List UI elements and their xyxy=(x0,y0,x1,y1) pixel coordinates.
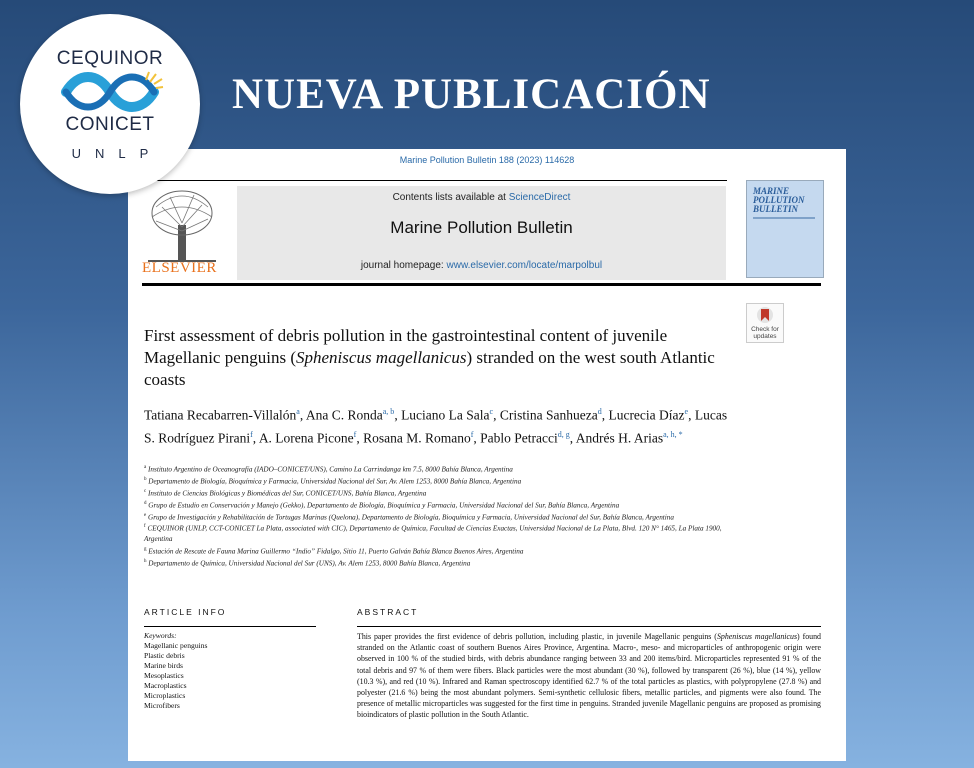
cover-divider xyxy=(753,217,815,219)
affiliation-item xyxy=(144,475,744,487)
keyword-item[interactable]: Marine birds xyxy=(144,661,184,670)
title-species: Spheniscus magellanicus xyxy=(296,348,467,367)
affiliation-text: Departamento de Biología, Bioquímica y Farmacia, Universidad Nacional del Sur, Av. Alem 1253, 8000 Bahía Blanca, Argentina xyxy=(148,477,522,486)
affiliation-marker: e xyxy=(144,512,147,518)
title-text-end: ) stranded on the west south Atlantic coasts xyxy=(144,348,715,389)
divider xyxy=(142,180,727,181)
affiliation-text: Estación de Rescate de Fauna Marina Guillermo “Indio” Fidalgo, Sitio 11, Puerto Galván Bahía Blanca Buenos Aires, Argentina xyxy=(148,547,524,556)
affiliation-item xyxy=(144,557,744,569)
author-name[interactable]: Pablo Petracci xyxy=(480,430,558,445)
abstract-body: This paper provides the first evidence of debris pollution, including plastic, in juvenile Magellanic penguins ( xyxy=(357,632,717,641)
logo-cequinor-text: CEQUINOR xyxy=(56,48,164,69)
author-affiliation-marker[interactable]: f xyxy=(470,429,474,439)
abstract-heading: ABSTRACT xyxy=(357,607,419,617)
affiliation-marker: c xyxy=(144,488,147,494)
keyword-item[interactable]: Macroplastics xyxy=(144,681,187,690)
abstract-body-end: ) found stranded on the Atlantic coast of southern Buenos Aires Province, Argentina. Macro-, meso- and microparticles of anthropogenic origin were observed in 100 % of the studied birds, with debris abundance ranging between 33 and 200 items/bird. Microparticles represented 91 % of the total debris and 97 % of them were fibers. Black particles were the most abundant (30 %), followed by transparent (26 %), blue (14 %), yellow (10.3 %), and red (10 %). Infrared and Raman spectroscopy identified 62.7 % of the total particles as plastics, with polypropylene (27.8 %) and polyester (21.6 %) being the most abundant polymers. Semi-synthetic cellulosic fibers, metallic particles, and pigments were also found. The presence of metallic microparticles was suggested for the first time in penguins. Stranded juvenile Magellanic penguins are proposed as promising bioindicators of plastic pollution in the South Atlantic. xyxy=(357,632,821,720)
journal-header-box xyxy=(237,186,726,280)
cover-title: MARINE POLLUTION BULLETIN xyxy=(753,186,805,214)
author-name[interactable]: Cristina Sanhueza xyxy=(499,407,598,423)
author-affiliation-marker[interactable]: e xyxy=(684,407,689,416)
author-list: Tatiana Recabarren-Villalón$^a$, Ana C. Ronda$^{a, b}$, Luciano La Sala$^c$, Cristina Sanhueza$^d$, Lucrecia Díaz$^e$, Lucas S. Rodríguez Pirani$^f$, A. Lorena Picone$^f$, Rosana M. Romano$^f$, Pablo Petracci$^{d, g}$, Andrés H. Arias$^{a, h, *}$ xyxy=(144,407,728,445)
author-name[interactable]: Ana C. Ronda xyxy=(305,407,383,423)
affiliation-text: CEQUINOR (UNLP, CCT-CONICET La Plata, associated with CIC), Departamento de Química, Facultad de Ciencias Exactas, Universidad Nacional de La Plata, Blvd. 120 N° 1465, La Plata 1900, Argentina xyxy=(144,524,722,544)
author-affiliation-marker[interactable]: d xyxy=(597,407,602,416)
author-affiliation-marker[interactable]: a, h, * xyxy=(663,429,683,439)
elsevier-logo-text: ELSEVIER xyxy=(142,260,217,276)
keywords-title: Keywords: xyxy=(144,631,177,640)
divider xyxy=(144,626,316,627)
sciencedirect-link[interactable]: ScienceDirect xyxy=(508,192,571,203)
page-headline: NUEVA PUBLICACIÓN xyxy=(232,71,711,118)
author-affiliation-marker[interactable]: c xyxy=(489,407,494,416)
affiliation-marker: d xyxy=(144,500,147,506)
journal-homepage-line xyxy=(237,260,726,271)
journal-citation[interactable]: Marine Pollution Bulletin 188 (2023) 114628 xyxy=(399,155,575,165)
affiliation-item xyxy=(144,545,744,557)
article-info-heading: ARTICLE INFO xyxy=(144,607,227,617)
author-name[interactable]: Andrés H. Arias xyxy=(575,430,664,445)
check-for-updates-badge[interactable] xyxy=(746,303,784,343)
abstract-text xyxy=(357,631,821,721)
homepage-prefix: journal homepage: xyxy=(360,260,447,271)
check-updates-label: Check for updates xyxy=(751,326,779,340)
author-name[interactable]: A. Lorena Picone xyxy=(258,430,354,445)
affiliation-marker: h xyxy=(144,558,147,564)
author-name[interactable]: Luciano La Sala xyxy=(401,407,490,423)
contents-prefix: Contents lists available at xyxy=(392,192,509,203)
journal-homepage-link[interactable]: www.elsevier.com/locate/marpolbul xyxy=(446,260,603,271)
journal-cover-thumbnail xyxy=(746,180,824,278)
affiliation-marker: a xyxy=(144,465,147,470)
cequinor-conicet-logo xyxy=(20,14,200,194)
author-affiliation-marker[interactable]: d, g xyxy=(557,429,570,439)
keyword-item[interactable]: Microfibers xyxy=(144,701,180,710)
keyword-item[interactable]: Microplastics xyxy=(144,691,186,700)
author-name[interactable]: Tatiana Recabarren-Villalón xyxy=(144,407,297,423)
header-divider xyxy=(142,283,821,286)
journal-name: Marine Pollution Bulletin xyxy=(390,218,573,237)
affiliation-text: Grupo de Investigación y Rehabilitación de Tortugas Marinas (Quelona), Departamento de Biología, Bioquímica y Farmacia, Universidad Nacional del Sur, Bahía Blanca, Argentina xyxy=(148,512,674,521)
keyword-item[interactable]: Mesoplastics xyxy=(144,671,184,680)
author-affiliation-marker[interactable]: f xyxy=(353,429,357,439)
affiliations xyxy=(144,463,744,569)
affiliation-item xyxy=(144,487,744,499)
paper-first-page xyxy=(128,149,846,761)
affiliation-text: Grupo de Estudio en Conservación y Manejo (Gekko), Departamento de Biología, Bioquímica y Farmacia, Universidad Nacional del Sur, Bahía Blanca, Argentina xyxy=(148,501,620,510)
affiliation-item xyxy=(144,522,744,544)
title-text: First assessment of debris pollution in the gastrointestinal content of juvenile Magellanic penguins ( xyxy=(144,326,668,367)
keywords-list xyxy=(144,631,314,711)
logo-unlp-text: UNLP xyxy=(71,146,163,161)
affiliation-text: Instituto de Ciencias Biológicas y Biomédicas del Sur, CONICET/UNS, Bahía Blanca, Argentina xyxy=(148,489,427,498)
affiliation-item xyxy=(144,511,744,523)
author-name[interactable]: Lucrecia Díaz xyxy=(608,407,685,423)
author-name[interactable]: Rosana M. Romano xyxy=(363,430,471,445)
author-affiliation-marker[interactable]: f xyxy=(250,429,253,439)
affiliation-item xyxy=(144,463,744,475)
author-name[interactable]: Lucas S. Rodríguez Pirani xyxy=(144,407,728,445)
elsevier-tree-icon xyxy=(142,187,222,265)
affiliation-marker: g xyxy=(144,546,147,552)
article-title xyxy=(144,325,734,391)
contents-available-line xyxy=(237,192,726,203)
affiliation-text: Instituto Argentino de Oceanografía (IADO–CONICET/UNS), Camino La Carrindanga km 7.5, 8000 Bahía Blanca, Argentina xyxy=(148,465,513,474)
affiliation-marker: b xyxy=(144,476,147,482)
keyword-item[interactable]: Magellanic penguins xyxy=(144,641,208,650)
abstract-species: Spheniscus magellanicus xyxy=(716,632,798,641)
infinity-wave-icon xyxy=(56,70,164,114)
logo-conicet-text: CONICET xyxy=(65,114,155,135)
keyword-item[interactable]: Plastic debris xyxy=(144,651,185,660)
affiliation-item xyxy=(144,499,744,511)
author-affiliation-marker[interactable]: a xyxy=(296,407,300,416)
affiliation-text: Departamento de Química, Universidad Nacional del Sur (UNS), Av. Alem 1253, 8000 Bahía Blanca, Argentina xyxy=(148,559,471,568)
author-affiliation-marker[interactable]: a, b xyxy=(382,407,395,416)
affiliation-marker: f xyxy=(144,524,146,530)
bookmark-icon xyxy=(747,304,783,326)
divider xyxy=(357,626,821,627)
